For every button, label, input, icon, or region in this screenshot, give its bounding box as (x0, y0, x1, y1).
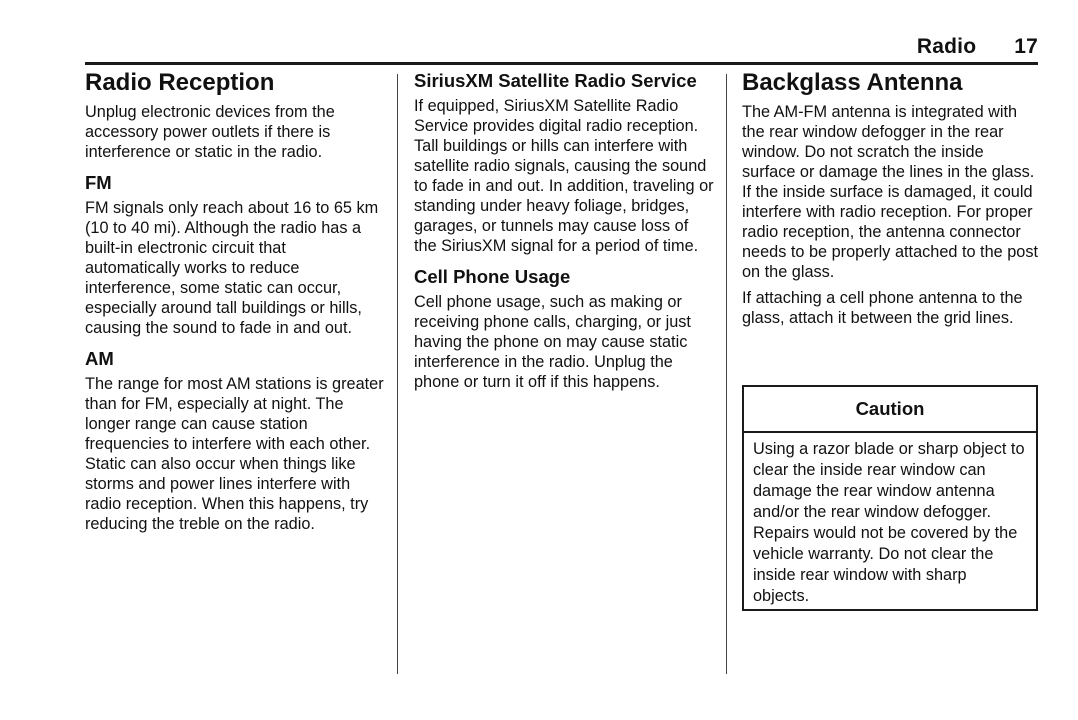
heading-siriusxm: SiriusXM Satellite Radio Service (414, 70, 697, 91)
header-page-number: 17 (1014, 35, 1038, 58)
paragraph-siriusxm: If equipped, SiriusXM Satellite Radio Service provides digital radio reception. Tall buildings or hills can interfere with satellite radio signals, causing the sound to fade in and out. In addition, traveling or standing under heavy foliage, bridges, garages, or tunnels may cause loss of the SiriusXM signal for a period of time. (414, 97, 714, 255)
paragraph-fm: FM signals only reach about 16 to 65 km (10 to 40 mi). Although the radio has a built-in electronic circuit that automatically works to reduce interference, some static can occur, especially around tall buildings or hills, causing the sound to fade in and out. (85, 199, 379, 337)
caution-box (742, 385, 1038, 611)
column-radio-reception (85, 68, 385, 540)
column-divider-2 (726, 74, 727, 674)
heading-cell-phone-usage: Cell Phone Usage (414, 266, 571, 287)
caution-heading: Caution (744, 387, 1036, 433)
paragraph-cell-phone-usage: Cell phone usage, such as making or receiving phone calls, charging, or just having the phone on may cause static interference in the radio. Unplug the phone or turn it off if this happens. (414, 293, 691, 391)
paragraph-backglass-antenna-2: If attaching a cell phone antenna to the glass, attach it between the grid lines. (742, 289, 1023, 327)
column-divider-1 (397, 74, 398, 674)
caution-text: Using a razor blade or sharp object to clear the inside rear window can damage the rear window antenna and/or the rear window defogger. Repairs would not be covered by the vehicle warranty. Do not clear the inside rear window with sharp objects. (753, 440, 1025, 605)
heading-backglass-antenna: Backglass Antenna (742, 69, 963, 96)
paragraph-backglass-antenna-1: The AM-FM antenna is integrated with the rear window defogger in the rear window. Do not scratch the inside surface or damage the lines in the glass. If the inside surface is damaged, it could interfere with radio reception. For proper radio reception, the antenna connector needs to be properly attached to the post on the glass. (742, 103, 1038, 281)
heading-radio-reception: Radio Reception (85, 69, 275, 96)
paragraph-am: The range for most AM stations is greater than for FM, especially at night. The longer range can cause station frequencies to interfere with each other. Static can also occur when things like storms and power lines interfere with radio reception. When this happens, try reducing the treble on the radio. (85, 375, 384, 533)
column-satellite-and-cell (414, 70, 714, 398)
header-rule (85, 62, 1038, 65)
paragraph-radio-reception-intro: Unplug electronic devices from the accessory power outlets if there is interference or static in the radio. (85, 103, 335, 161)
heading-fm: FM (85, 172, 112, 193)
column-backglass-antenna (742, 68, 1038, 334)
header-section-title: Radio (916, 35, 977, 58)
heading-am: AM (85, 348, 114, 369)
running-header (917, 35, 1038, 59)
